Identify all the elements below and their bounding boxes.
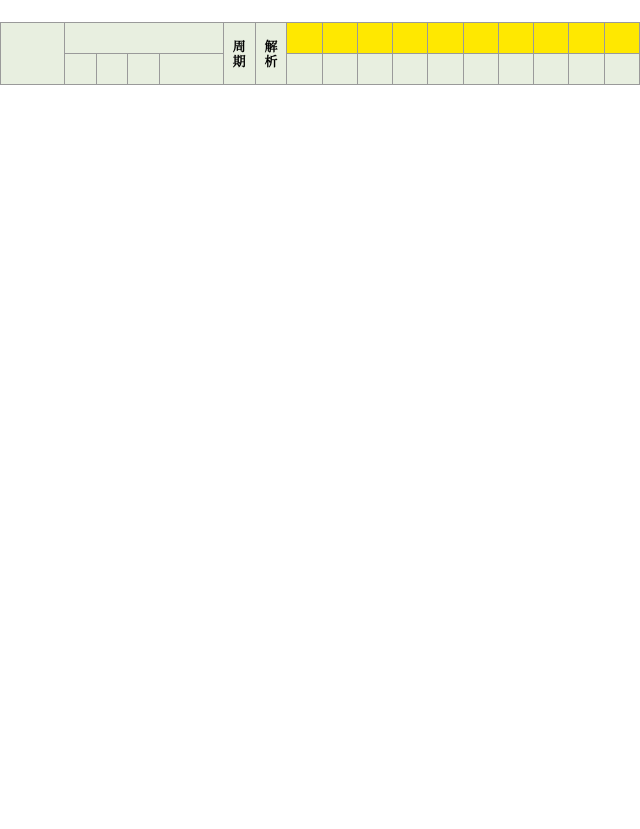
header-cn-3 bbox=[393, 23, 428, 54]
header-week-label: 周 期 bbox=[223, 23, 255, 85]
header-digit-9 bbox=[604, 54, 639, 85]
header-pos-ones bbox=[128, 54, 160, 85]
header-digit-3 bbox=[393, 54, 428, 85]
header-cn-9 bbox=[604, 23, 639, 54]
header-analysis-label: 解 析 bbox=[255, 23, 287, 85]
header-digit-2 bbox=[357, 54, 392, 85]
header-period-label bbox=[1, 23, 65, 85]
header-cn-1 bbox=[322, 23, 357, 54]
header-cn-0 bbox=[287, 23, 322, 54]
spreadsheet bbox=[0, 22, 640, 85]
header-title-3d bbox=[64, 23, 223, 54]
header-cn-5 bbox=[463, 23, 498, 54]
header-cn-4 bbox=[428, 23, 463, 54]
header-pos-hundreds bbox=[64, 54, 96, 85]
header-pos-tens bbox=[96, 54, 128, 85]
header-cn-2 bbox=[357, 23, 392, 54]
header-digit-7 bbox=[534, 54, 569, 85]
header-digit-6 bbox=[498, 54, 533, 85]
header-digit-1 bbox=[322, 54, 357, 85]
header-digit-8 bbox=[569, 54, 604, 85]
header-digit-0 bbox=[287, 54, 322, 85]
header-cn-6 bbox=[498, 23, 533, 54]
header-digit-4 bbox=[428, 54, 463, 85]
header-row-1 bbox=[1, 23, 640, 54]
header-row-2 bbox=[1, 54, 640, 85]
header-cn-8 bbox=[569, 23, 604, 54]
header-digit-5 bbox=[463, 54, 498, 85]
header-cn-7 bbox=[534, 23, 569, 54]
header-pos-sum bbox=[160, 54, 224, 85]
column-header-row bbox=[0, 0, 640, 22]
